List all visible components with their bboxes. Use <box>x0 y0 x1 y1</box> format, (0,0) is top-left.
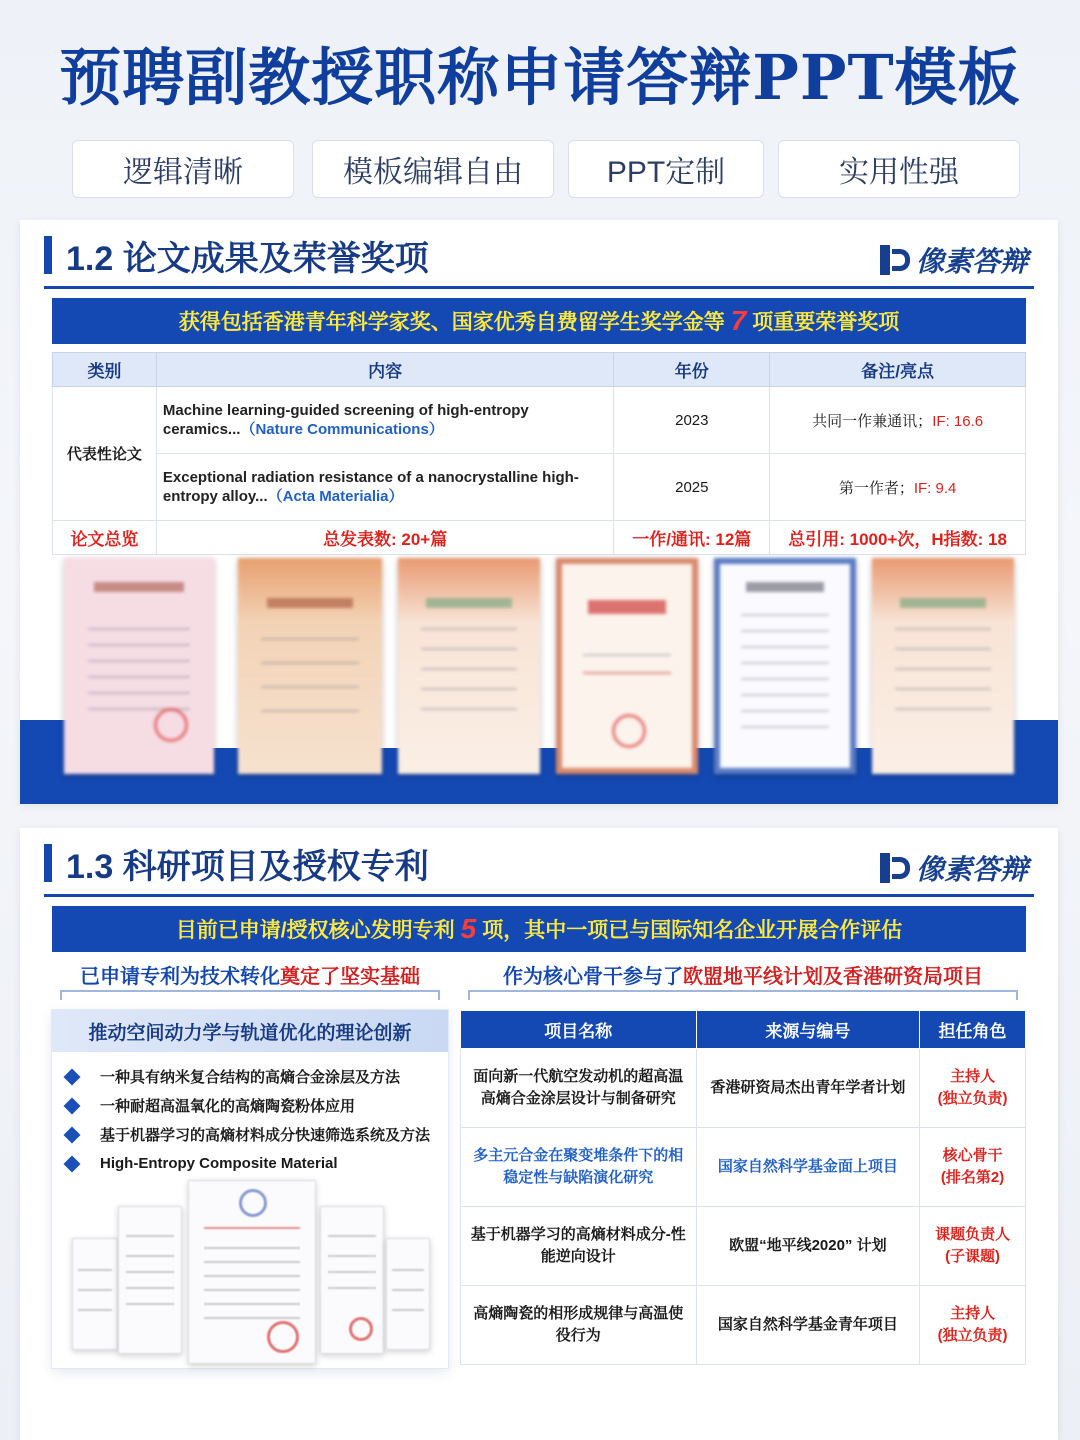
table-header-row <box>53 353 1026 387</box>
summary-citations: 总引用: 1000+次，H指数: 18 <box>770 521 1026 555</box>
project-role-note: (独立负责) <box>937 1090 1008 1107</box>
tag-custom: PPT定制 <box>568 140 764 198</box>
banner-text-post: 项，其中一项已与国际知名企业开展合作评估 <box>482 919 903 942</box>
subheading-highlight: 欧盟地平线计划及香港研资局项目 <box>683 966 983 988</box>
patent-name: 一种耐超高温氧化的高熵陶瓷粉体应用 <box>100 1098 356 1115</box>
header-content: 内容 <box>156 353 614 387</box>
project-role: 核心骨干 <box>942 1147 1003 1164</box>
project-role: 主持人 <box>950 1305 996 1322</box>
header-project-name: 项目名称 <box>461 1011 697 1049</box>
banner-text-pre: 获得包括香港青年科学家奖、国家优秀自费留学生奖学金等 <box>178 311 725 334</box>
honors-banner <box>52 298 1026 344</box>
table-row <box>461 1207 1026 1286</box>
list-item <box>66 1062 448 1091</box>
paper-year: 2025 <box>614 454 770 521</box>
project-source: 欧盟“地平线2020” 计划 <box>696 1207 920 1286</box>
right-subheading <box>460 960 1026 989</box>
project-role-cell <box>920 1049 1026 1128</box>
table-row <box>461 1049 1026 1128</box>
certificate-image <box>872 558 1014 774</box>
paper-if: IF: 16.6 <box>932 412 984 430</box>
banner-number: 5 <box>460 913 477 944</box>
paper-title-cell <box>156 387 614 454</box>
summary-total: 总发表数: 20+篇 <box>156 521 614 555</box>
header-note: 备注/亮点 <box>770 353 1026 387</box>
slide-projects-patents <box>20 828 1058 1440</box>
logo-text: 像素答辩 <box>915 854 1028 885</box>
table-header-row <box>461 1011 1026 1049</box>
project-name: 面向新一代航空发动机的超高温高熵合金涂层设计与制备研究 <box>461 1049 697 1128</box>
certificate-image <box>556 558 698 774</box>
diamond-bullet-icon <box>64 1126 81 1143</box>
project-source: 国家自然科学基金面上项目 <box>696 1128 920 1207</box>
banner-text-pre: 目前已申请/授权核心发明专利 <box>175 919 455 942</box>
brand-logo <box>880 848 1028 888</box>
section-title: 1.3 科研项目及授权专利 <box>66 847 429 886</box>
patent-certificate-image <box>386 1238 430 1350</box>
project-role-cell <box>920 1128 1026 1207</box>
list-item <box>66 1091 448 1120</box>
section-title: 1.2 论文成果及荣誉奖项 <box>66 239 429 278</box>
patent-name: 基于机器学习的高熵材料成分快速筛选系统及方法 <box>100 1127 431 1144</box>
patent-certificate-image <box>72 1238 118 1350</box>
paper-title: Machine learning-guided screening of high-entropy ceramics... <box>162 402 529 438</box>
project-source: 国家自然科学基金青年项目 <box>696 1286 920 1365</box>
category-cell: 代表性论文 <box>53 387 157 521</box>
project-name: 基于机器学习的高熵材料成分-性能逆向设计 <box>461 1207 697 1286</box>
project-role-note: (独立负责) <box>937 1327 1008 1344</box>
subheading-text: 已申请专利为技术转化 <box>80 966 280 988</box>
tag-logic: 逻辑清晰 <box>72 140 294 198</box>
projects-table <box>460 1010 1026 1365</box>
paper-note: 共同一作兼通讯； <box>812 412 933 430</box>
project-role-note: (排名第2) <box>940 1169 1005 1186</box>
header-role: 担任角色 <box>920 1011 1026 1049</box>
right-bracket <box>468 990 1018 1000</box>
header-category: 类别 <box>53 353 157 387</box>
certificate-image <box>64 558 214 774</box>
list-item <box>66 1120 448 1149</box>
feature-tags <box>0 140 1080 200</box>
header-divider <box>44 894 1034 897</box>
certificate-image <box>714 558 856 774</box>
patent-panel <box>52 1010 448 1368</box>
summary-label: 论文总览 <box>53 521 157 555</box>
diamond-bullet-icon <box>64 1097 81 1114</box>
banner-text-post: 项重要荣誉奖项 <box>752 311 900 334</box>
diamond-bullet-icon <box>64 1068 81 1085</box>
paper-journal: （Acta Materialia） <box>267 488 404 505</box>
table-row <box>461 1286 1026 1365</box>
subheading-highlight: 奠定了坚实基础 <box>280 966 420 988</box>
left-bracket <box>60 990 440 1000</box>
left-subheading <box>52 960 448 989</box>
patent-name: High-Entropy Composite Material <box>100 1155 338 1172</box>
diamond-bullet-icon <box>64 1155 81 1172</box>
paper-title-cell <box>156 454 614 521</box>
patents-banner <box>52 906 1026 952</box>
project-source: 香港研资局杰出青年学者计划 <box>696 1049 920 1128</box>
section-bar <box>44 844 52 882</box>
project-role-cell <box>920 1207 1026 1286</box>
paper-note-cell <box>770 454 1026 521</box>
project-role: 课题负责人 <box>935 1226 1011 1243</box>
certificate-image <box>238 558 382 774</box>
paper-year: 2023 <box>614 387 770 454</box>
project-name: 高熵陶瓷的相形成规律与高温使役行为 <box>461 1286 697 1365</box>
list-item <box>66 1149 448 1178</box>
header-source: 来源与编号 <box>696 1011 920 1049</box>
page-title: 预聘副教授职称申请答辩PPT模板 <box>59 41 1021 114</box>
paper-note-cell <box>770 387 1026 454</box>
brand-logo <box>880 240 1028 280</box>
patent-list <box>66 1062 448 1178</box>
patent-certificate-image <box>188 1180 316 1364</box>
subheading-text: 作为核心骨干参与了 <box>503 966 683 988</box>
paper-title: Exceptional radiation resistance of a nanocrystalline high-entropy alloy... <box>162 469 579 505</box>
tag-practical: 实用性强 <box>778 140 1020 198</box>
patent-certificate-image <box>118 1206 182 1354</box>
summary-first-author: 一作/通讯: 12篇 <box>614 521 770 555</box>
section-bar <box>44 236 52 274</box>
summary-row <box>53 521 1026 555</box>
header-divider <box>44 286 1034 289</box>
paper-journal: （Nature Communications） <box>240 421 444 438</box>
project-name: 多主元合金在聚变堆条件下的相稳定性与缺陷演化研究 <box>461 1128 697 1207</box>
patent-certificate-image <box>320 1206 384 1354</box>
project-role: 主持人 <box>950 1068 996 1085</box>
logo-icon <box>880 853 910 883</box>
table-row <box>461 1128 1026 1207</box>
patent-name: 一种具有纳米复合结构的高熵合金涂层及方法 <box>100 1069 401 1086</box>
table-row <box>53 387 1026 454</box>
papers-table <box>52 352 1026 555</box>
header-year: 年份 <box>614 353 770 387</box>
patent-panel-title: 推动空间动力学与轨道优化的理论创新 <box>52 1010 448 1052</box>
logo-text: 像素答辩 <box>915 246 1028 277</box>
slide-papers-honors <box>20 220 1058 804</box>
tag-editable: 模板编辑自由 <box>312 140 554 198</box>
certificate-image <box>398 558 540 774</box>
banner-number: 7 <box>730 305 747 336</box>
project-role-cell <box>920 1286 1026 1365</box>
section-header <box>44 234 429 276</box>
project-role-note: (子课题) <box>945 1248 1001 1265</box>
paper-note: 第一作者； <box>838 479 914 497</box>
table-row <box>53 454 1026 521</box>
paper-if: IF: 9.4 <box>913 479 957 497</box>
section-header <box>44 842 429 884</box>
logo-icon <box>880 245 910 275</box>
